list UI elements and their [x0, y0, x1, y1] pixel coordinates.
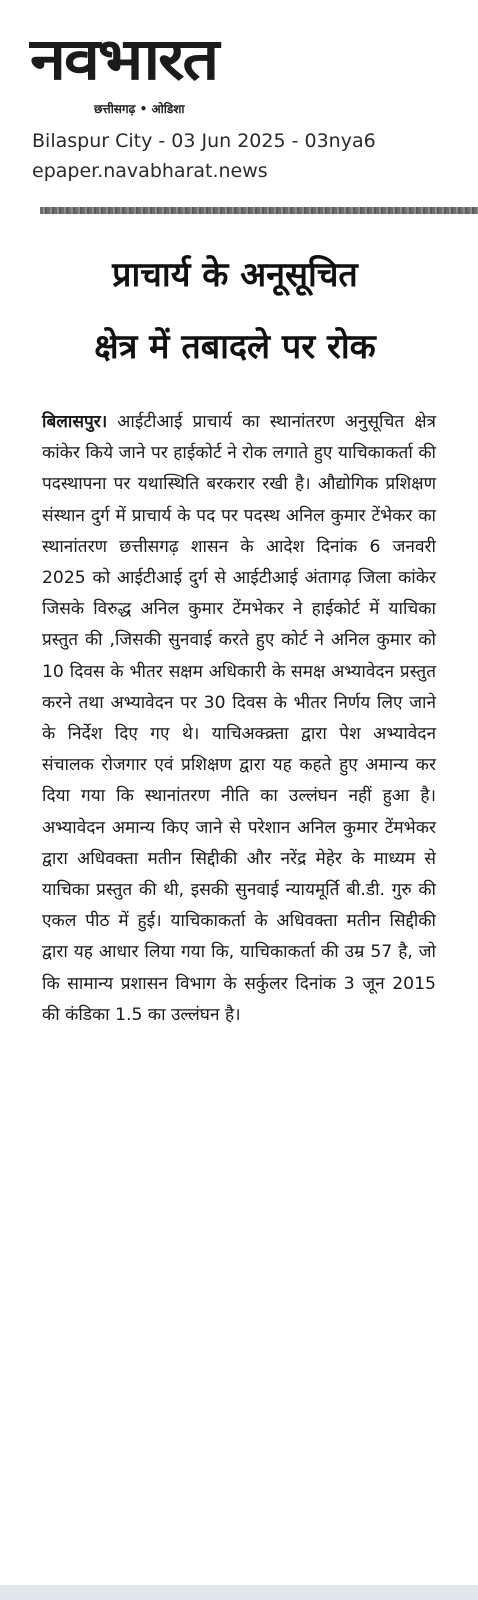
- edition-line: Bilaspur City - 03 Jun 2025 - 03nya6: [32, 130, 376, 152]
- headline-line-2: क्षेत्र में तबादले पर रोक: [94, 327, 376, 367]
- edition-regions: छत्तीसगढ़ • ओडिशा: [94, 102, 185, 116]
- article-body: [42, 407, 436, 1031]
- newspaper-masthead: [26, 22, 326, 118]
- article-dateline: बिलासपुर।: [42, 412, 108, 432]
- article-text: आईटीआई प्राचार्य का स्थानांतरण अनुसूचित क्षेत्र कांकेर किये जाने पर हाईकोर्ट ने रोक लगाते हुए याचिकाकर्ता की पदस्थापना पर यथास्थिति बरकरार रखी है। औद्योगिक प्रशिक्षण संस्थान दुर्ग में प्राचार्य के पद पर पदस्थ अनिल कुमार टेंभेकर का स्थानांतरण छत्तीसगढ़ शासन के आदेश दिनांक 6 जनवरी 2025 को आईटीआई दुर्ग से आईटीआई अंतागढ़ जिला कांकेर जिसके विरुद्ध अनिल कुमार टेंमभेकर ने हाईकोर्ट में याचिका प्रस्तुत की ,जिसकी सुनवाई करते हुए कोर्ट ने अनिल कुमार को 10 दिवस के भीतर सक्षम अधिकारी के समक्ष अभ्यावेदन प्रस्तुत करने तथा अभ्यावेदन पर 30 दिवस के भीतर निर्णय लिए जाने के निर्देश दिए गए थे। याचिअक्क्र्ता द्वारा पेश अभ्यावेदन संचालक रोजगार एवं प्रशिक्षण द्वारा यह कहते हुए अमान्य कर दिया गया कि स्थानांतरण नीति का उल्लंघन नहीं हुआ है। अभ्यावेदन अमान्य किए जाने से परेशान अनिल कुमार टेंमभेकर द्वारा अधिवक्ता मतीन सिद्दीकी और नरेंद्र मेहेर के माध्यम से याचिका प्रस्तुत की थी, इसकी सुनवाई न्यायमूर्ति बी.डी. गुरु की एकल पीठ में हुई। याचिकाकर्ता के अधिवक्ता मतीन सिद्दीकी द्वारा यह आधार लिया गया कि, याचिकाकर्ता की उम्र 57 है, जो कि सामान्य प्रशासन विभाग के सर्कुलर दिनांक 3 जून 2015 की कंडिका 1.5 का उल्लंघन है।: [42, 412, 436, 1025]
- epaper-site: epaper.navabharat.news: [32, 160, 268, 182]
- newspaper-logo: नवभारत: [30, 25, 218, 93]
- section-divider: [40, 207, 478, 214]
- headline-line-1: प्राचार्य के अनूसूचित: [112, 255, 358, 295]
- page-bottom-band: [0, 1585, 478, 1600]
